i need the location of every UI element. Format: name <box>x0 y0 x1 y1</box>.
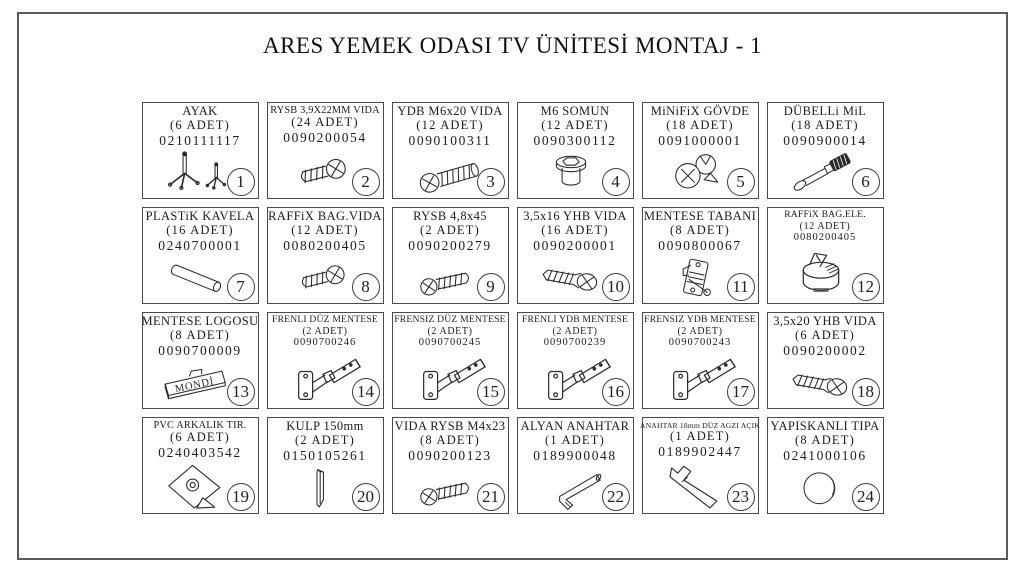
part-number-badge: 18 <box>852 378 880 406</box>
part-quantity: (16 ADET) <box>541 222 609 237</box>
part-quantity: (8 ADET) <box>170 327 230 342</box>
part-code: 0090100311 <box>408 132 492 148</box>
part-cell <box>142 102 259 199</box>
part-name: FRENLI DÜZ MENTESE <box>272 314 378 325</box>
part-code: 0080200405 <box>793 231 857 243</box>
part-quantity: (8 ADET) <box>420 432 480 447</box>
part-code: 0090900014 <box>783 132 867 148</box>
part-quantity: (16 ADET) <box>166 222 234 237</box>
part-name: AYAK <box>182 104 218 118</box>
part-cell <box>642 312 759 409</box>
part-number-badge: 3 <box>477 168 505 196</box>
part-number-badge: 21 <box>477 483 505 511</box>
part-number-badge: 14 <box>352 378 380 406</box>
part-code: 0091000001 <box>658 132 742 148</box>
part-code: 0189902447 <box>658 444 742 460</box>
part-cell <box>267 312 384 409</box>
part-number-badge: 13 <box>227 378 255 406</box>
part-quantity: (24 ADET) <box>291 115 359 130</box>
part-name: MENTESE TABANI <box>643 209 757 223</box>
part-name: DÜBELLi MiL <box>783 104 867 118</box>
part-quantity: (12 ADET) <box>416 117 484 132</box>
part-code: 0241000106 <box>783 447 867 463</box>
assembly-sheet <box>17 12 1008 560</box>
part-number-badge: 12 <box>852 273 880 301</box>
part-code: 0210111117 <box>159 132 241 148</box>
part-code: 0090700243 <box>668 336 732 348</box>
part-name: YDB M6x20 VIDA <box>397 104 503 118</box>
part-name: KULP 150mm <box>286 419 364 433</box>
part-code: 0090700239 <box>543 336 607 348</box>
part-quantity: (8 ADET) <box>670 222 730 237</box>
part-code: 0150105261 <box>283 447 367 463</box>
part-quantity: (2 ADET) <box>302 325 348 337</box>
part-number-badge: 19 <box>227 483 255 511</box>
part-quantity: (12 ADET) <box>541 117 609 132</box>
part-number-badge: 17 <box>727 378 755 406</box>
part-number-badge: 1 <box>227 168 255 196</box>
part-code: 0240403542 <box>158 445 242 461</box>
part-number-badge: 6 <box>852 168 880 196</box>
part-name: YAPISKANLI TIPA <box>770 419 880 433</box>
part-number-badge: 2 <box>352 168 380 196</box>
part-cell <box>392 312 509 409</box>
part-code: 0090300112 <box>533 132 617 148</box>
part-quantity: (18 ADET) <box>791 117 859 132</box>
parts-grid <box>142 102 884 514</box>
part-code: 0189900048 <box>533 447 617 463</box>
part-name: PVC ARKALIK TIR. <box>153 420 247 431</box>
part-code: 0090200002 <box>783 342 867 358</box>
part-name: ANAHTAR 18mm DÜZ AGZI AÇIK <box>639 421 761 430</box>
part-number-badge: 16 <box>602 378 630 406</box>
part-quantity: (1 ADET) <box>670 429 730 444</box>
part-cell <box>517 207 634 304</box>
part-name: RYSB 3,9X22MM VIDA <box>270 105 380 116</box>
part-number-badge: 15 <box>477 378 505 406</box>
part-code: 0090200279 <box>408 237 492 253</box>
part-cell <box>642 207 759 304</box>
part-name: FRENSIZ YDB MENTESE <box>644 314 756 325</box>
part-quantity: (12 ADET) <box>291 222 359 237</box>
part-cell <box>767 207 884 304</box>
part-name: FRENLI YDB MENTESE <box>521 314 629 325</box>
part-code: 0090700246 <box>293 336 357 348</box>
part-name: FRENSIZ DÜZ MENTESE <box>394 314 506 325</box>
part-name: ALYAN ANAHTAR <box>520 419 630 433</box>
part-code: 0090700009 <box>158 342 242 358</box>
part-number-badge: 9 <box>477 273 505 301</box>
part-quantity: (6 ADET) <box>170 430 230 445</box>
part-quantity: (2 ADET) <box>552 325 598 337</box>
part-code: 0090700245 <box>418 336 482 348</box>
part-name: MENTESE LOGOSU <box>141 314 259 328</box>
part-code: 0090200054 <box>283 130 367 146</box>
part-name: PLASTiK KAVELA <box>145 209 255 223</box>
part-quantity: (2 ADET) <box>427 325 473 337</box>
part-cell <box>267 102 384 199</box>
part-cell <box>517 102 634 199</box>
part-number-badge: 20 <box>352 483 380 511</box>
part-cell <box>267 417 384 514</box>
part-quantity: (12 ADET) <box>799 220 851 232</box>
part-quantity: (2 ADET) <box>295 432 355 447</box>
part-cell <box>392 417 509 514</box>
part-number-badge: 4 <box>602 168 630 196</box>
part-cell <box>267 207 384 304</box>
part-number-badge: 23 <box>727 483 755 511</box>
page-title: ARES YEMEK ODASI TV ÜNİTESİ MONTAJ - 1 <box>262 33 763 58</box>
part-code: 0090800067 <box>658 237 742 253</box>
part-quantity: (2 ADET) <box>677 325 723 337</box>
part-cell <box>642 102 759 199</box>
part-number-badge: 7 <box>227 273 255 301</box>
part-number-badge: 8 <box>352 273 380 301</box>
part-name: RAFFiX BAG.ELE. <box>784 209 866 220</box>
svg-text:MONDİ: MONDİ <box>173 376 215 396</box>
part-cell <box>392 207 509 304</box>
part-name: VIDA RYSB M4x23 <box>394 419 506 433</box>
part-number-badge: 22 <box>602 483 630 511</box>
part-number-badge: 10 <box>602 273 630 301</box>
part-code: 0240700001 <box>158 237 242 253</box>
part-cell <box>639 417 761 514</box>
part-code: 0080200405 <box>283 237 367 253</box>
part-name: 3,5x16 YHB VIDA <box>523 209 627 223</box>
part-cell <box>142 207 259 304</box>
part-quantity: (2 ADET) <box>420 222 480 237</box>
part-cell <box>767 102 884 199</box>
part-number-badge: 5 <box>727 168 755 196</box>
part-cell <box>767 312 884 409</box>
part-cell <box>392 102 509 199</box>
part-quantity: (8 ADET) <box>795 432 855 447</box>
part-quantity: (6 ADET) <box>795 327 855 342</box>
part-code: 0090200123 <box>408 447 492 463</box>
part-name: RAFFiX BAG.VIDA <box>268 209 382 223</box>
part-cell <box>142 417 259 514</box>
part-cell <box>767 417 884 514</box>
part-cell <box>142 312 259 409</box>
part-name: 3,5x20 YHB VIDA <box>773 314 877 328</box>
part-number-badge: 24 <box>852 483 880 511</box>
part-quantity: (1 ADET) <box>545 432 605 447</box>
part-name: RYSB 4,8x45 <box>413 209 487 223</box>
part-name: MiNiFiX GÖVDE <box>650 104 750 118</box>
part-quantity: (18 ADET) <box>666 117 734 132</box>
part-cell <box>517 417 634 514</box>
part-code: 0090200001 <box>533 237 617 253</box>
part-number-badge: 11 <box>727 273 755 301</box>
part-cell <box>517 312 634 409</box>
part-name: M6 SOMUN <box>540 104 610 118</box>
part-quantity: (6 ADET) <box>170 117 230 132</box>
